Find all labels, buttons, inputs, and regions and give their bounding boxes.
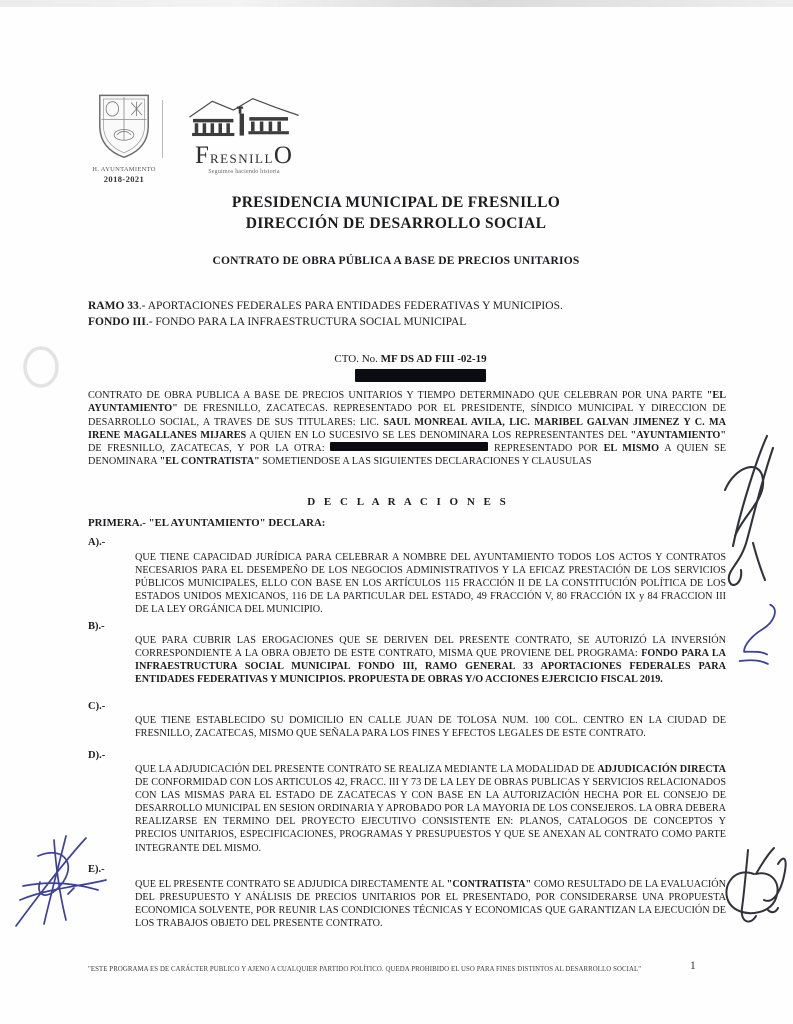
clause-paragraph-e: QUE EL PRESENTE CONTRATO SE ADJUDICA DIRECTAMENTE AL "CONTRATISTA" COMO RESULTADO DE LA EVALUACIÓN DEL PRESUPUESTO Y ANÁLISIS DE PRECIOS UNITARIOS POR EL PRESENTADO, POR CONSIDERARSE UNA PROPUESTA ECONOMICA SOLVENTE, POR REUNIR LAS CONDICIONES TÉCNICAS Y ECONOMICAS QUE GARANTIZAN LA EJECUCIÓN DE LOS TRABAJOS OBJETO DEL PRESENTE CONTRATO.: [135, 879, 726, 930]
shield-caption: [92, 166, 156, 184]
fresnillo-tagline: Seguimos haciendo historia: [208, 169, 280, 175]
fresnillo-building-icon: [178, 96, 310, 140]
intro-paragraph: CONTRATO DE OBRA PUBLICA A BASE DE PRECIOS UNITARIOS Y TIEMPO DETERMINADO QUE CELEBRAN POR UNA PARTE "EL AYUNTAMIENTO" DE FRESNILLO, ZACATECAS. REPRESENTADO POR EL PRESIDENTE, SÍNDICO MUNICIPAL Y DIRECCION DE DESARROLLO SOCIAL, A TRAVES DE SUS TITULARES: LIC. SAUL MONREAL AVILA, LIC. MARIBEL GALVAN JIMENEZ Y C. MA IRENE MAGALLANES MIJARES A QUIEN EN LO SUCESIVO SE LES DENOMINARA LOS REPRESENTANTES DEL "AYUNTAMIENTO" DE FRESNILLO, ZACATECAS, Y POR LA OTRA: REPRESENTADO POR EL MISMO A QUIEN SE DENOMINARA "EL CONTRATISTA" SOMETIENDOSE A LAS SIGUIENTES DECLARACIONES Y CLAUSULAS: [88, 390, 727, 468]
title-line2: DIRECCIÓN DE DESARROLLO SOCIAL: [245, 215, 547, 232]
signature-right-margin: [713, 428, 791, 603]
wordmark-initial: F: [195, 142, 210, 169]
clause-paragraph-c: QUE TIENE ESTABLECIDO SU DOMICILIO EN CALLE JUAN DE TOLOSA NUM. 100 COL. CENTRO EN LA CIUDAD DE FRESNILLO, ZACATECAS, MISMO QUE SEÑALA PARA LOS FINES Y EFECTOS LEGALES DE ESTE CONTRATO.: [135, 715, 726, 740]
wordmark-final: O: [273, 142, 293, 169]
clause-paragraph-a: QUE TIENE CAPACIDAD JURÍDICA PARA CELEBRAR A NOMBRE DEL AYUNTAMIENTO TODOS LOS ACTOS Y CONTRATOS NECESARIOS PARA EL DESEMPEÑO DE LOS NEGOCIOS ADMINISTRATIVOS Y LA EFICAZ PRESTACIÓN DE LOS SERVICIOS PÚBLICOS MUNICIPALES, ELLO CON BASE EN LOS ARTÍCULOS 115 FRACCIÓN II DE LA CONSTITUCIÓN POLÍTICA DE LOS ESTADOS UNIDOS MEXICANOS, 116 DE LA PARTICULAR DEL ESTADO, 49 FRACCIÓN V, 80 FRACCIÓN IX y 84 FRACCION III DE LA LEY ORGÁNICA DEL MUNICIPIO.: [135, 552, 726, 616]
municipal-shield-logo: [92, 90, 156, 184]
clause-paragraph-d: QUE LA ADJUDICACIÓN DEL PRESENTE CONTRATO SE REALIZA MEDIANTE LA MODALIDAD DE ADJUDICACIÓN DIRECTA DE CONFORMIDAD CON LOS ARTICULOS 42, FRACC. III Y 73 DE LA LEY DE OBRAS PUBLICAS Y SERVICIOS RELACIONADOS CON LAS MISMAS PARA EL ESTADO DE ZACATECAS Y CON BASE EN LA AUTORIZACIÓN HECHA POR EL CONSEJO DE DESARROLLO MUNICIPAL EN SESION ORDINARIA Y APROBADO POR LA MAYORIA DE LOS CONSEJEROS. LA OBRA DEBERA REALIZARSE EN TERMINO DEL PROYECTO EJECUTIVO CONSISTENTE EN: PLANOS, CATALOGOS DE CONCEPTOS Y PRECIOS UNITARIOS, ESPECIFICACIONES, PROGRAMAS Y PRESUPUESTOS Y QUE SE ANEXAN AL CONTRATO COMO PARTE INTEGRANTE DEL MISMO.: [135, 764, 726, 854]
contract-subtitle: CONTRATO DE OBRA PÚBLICA A BASE DE PRECIOS UNITARIOS: [212, 255, 580, 267]
logo-divider: [162, 100, 163, 158]
declaraciones-heading: D E C L A R A C I O N E S: [307, 496, 509, 508]
faint-pencil-circle: [16, 340, 66, 394]
signature-bottom-left: [8, 828, 113, 933]
shield-caption-line1: H. AYUNTAMIENTO: [92, 166, 156, 173]
contract-number-line: [88, 353, 733, 365]
clause-label-e: E).-: [88, 864, 105, 875]
document-title: [76, 192, 716, 234]
page-number: 1: [690, 960, 696, 972]
title-line1: PRESIDENCIA MUNICIPAL DE FRESNILLO: [231, 194, 561, 211]
program-block: [88, 298, 733, 330]
fondo-line: FONDO III.- FONDO PARA LA INFRAESTRUCTURA SOCIAL MUNICIPAL: [88, 316, 467, 328]
ramo-line: RAMO 33.- APORTACIONES FEDERALES PARA ENTIDADES FEDERATIVAS Y MUNICIPIOS.: [88, 300, 563, 312]
shield-caption-years: 2018-2021: [103, 173, 145, 184]
contract-number-label: CTO. No.: [334, 353, 381, 365]
wordmark-middle: resnill: [209, 147, 274, 168]
clause-label-a: A).-: [88, 537, 106, 548]
clause-paragraph-b: QUE PARA CUBRIR LAS EROGACIONES QUE SE DERIVEN DEL PRESENTE CONTRATO, SE AUTORIZÓ LA INVERSIÓN CORRESPONDIENTE A LA OBRA OBJETO DE ESTE CONTRATO, MISMA QUE PROVIENE DEL PROGRAMA: FONDO PARA LA INFRAESTRUCTURA SOCIAL MUNICIPAL FONDO III, RAMO GENERAL 33 APORTACIONES FEDERALES PARA ENTIDADES FEDERATIVAS Y MUNICIPIOS. PROPUESTA DE OBRAS Y/O ACCIONES EJERCICIO FISCAL 2019.: [135, 635, 726, 686]
inline-redaction-bar: [330, 442, 488, 451]
fresnillo-logo: [174, 96, 314, 175]
scan-artifact-top-edge: [0, 0, 793, 7]
primera-heading: PRIMERA.- "EL AYUNTAMIENTO" DECLARA:: [88, 517, 326, 529]
shield-icon: [92, 90, 156, 160]
clause-label-b: B).-: [88, 621, 105, 632]
clause-label-d: D).-: [88, 750, 106, 761]
contract-number-value: MF DS AD FIII -02-19: [380, 353, 487, 365]
redaction-bar: [355, 369, 486, 382]
footer-disclaimer: "ESTE PROGRAMA ES DE CARÁCTER PUBLICO Y AJENO A CUALQUIER PARTIDO POLÍTICO. QUEDA PROHIBIDO EL USO PARA FINES DISTINTOS AL DESARROLLO SOCIAL": [88, 966, 642, 973]
clause-label-c: C).-: [88, 701, 106, 712]
handwritten-blue-mark: [728, 591, 789, 684]
fresnillo-wordmark: [174, 143, 314, 168]
signature-bottom-right: [712, 842, 792, 937]
